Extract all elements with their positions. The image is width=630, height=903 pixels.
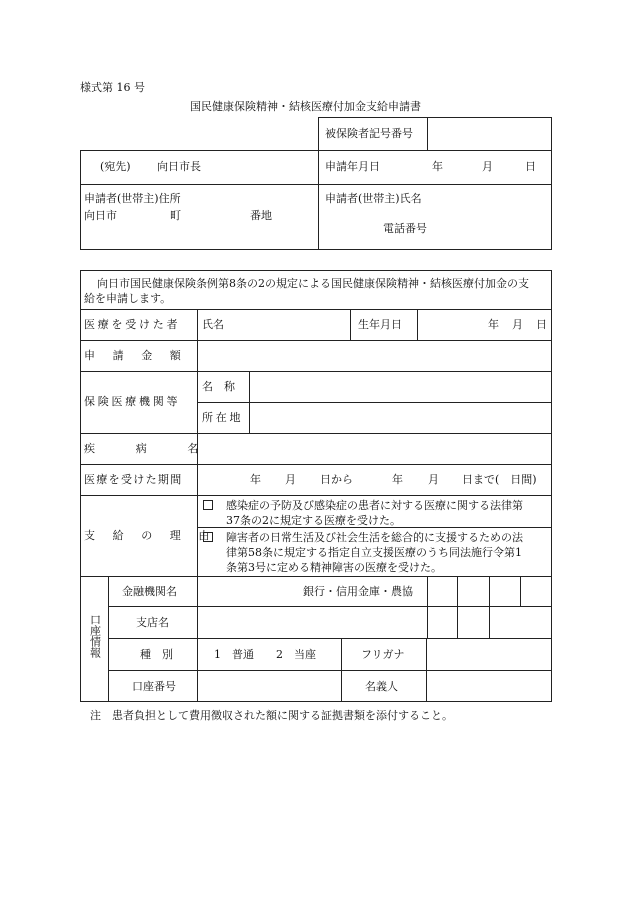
period-year-1: 年 [250, 473, 261, 486]
bank-label: 金融機関名 [122, 585, 177, 598]
institution-label: 保険医療機関等 [84, 395, 181, 408]
applicant-address-label: 申請者(世帯主)住所 [84, 192, 181, 205]
statement-line-2: 給を申請します。 [84, 292, 172, 305]
insured-number-label: 被保険者記号番号 [325, 127, 413, 140]
branch-label: 支店名 [136, 616, 169, 629]
reason-1-checkbox[interactable] [203, 500, 213, 510]
recipient-prefix: (宛先) [100, 160, 131, 173]
applicant-name-label: 申請者(世帯主)氏名 [325, 192, 422, 205]
application-day-label: 日 [525, 160, 536, 173]
institution-address-label: 所在地 [202, 411, 244, 424]
birthdate-label: 生年月日 [358, 318, 402, 331]
recipient: 向日市長 [157, 160, 201, 173]
reason-2-line-2: 律第58条に規定する指定自立支援医療のうち同法施行令第1 [226, 546, 522, 559]
reason-2-checkbox[interactable] [203, 532, 213, 542]
period-year-2: 年 [392, 473, 403, 486]
insured-number-field[interactable] [428, 118, 551, 150]
account-section-label: 口座情報 [88, 614, 102, 658]
reason-1-line-1: 感染症の予防及び感染症の患者に対する医療に関する法律第 [226, 499, 523, 512]
town-label: 町 [170, 209, 181, 222]
period-label: 医療を受けた期間 [84, 473, 183, 486]
bank-types: 銀行・信用金庫・農協 [303, 585, 413, 598]
period-until: 日まで( 日間) [462, 473, 537, 486]
birth-day-label: 日 [536, 318, 547, 331]
form-title: 国民健康保険精神・結核医療付加金支給申請書 [190, 100, 421, 113]
reason-1-line-2: 37条の2に規定する医療を受けた。 [226, 514, 401, 527]
birth-year-label: 年 [488, 318, 499, 331]
form-number: 様式第 16 号 [80, 81, 145, 94]
reason-2-line-3: 条第3号に定める精神障害の医療を受けた。 [226, 561, 442, 574]
account-number-label: 口座番号 [132, 680, 176, 693]
period-month-1: 月 [285, 473, 296, 486]
phone-label: 電話番号 [383, 222, 427, 235]
account-holder-label: 名義人 [365, 680, 398, 693]
reason-label: 支給の理由 [84, 529, 227, 542]
period-from: 日から [320, 473, 353, 486]
application-year-label: 年 [432, 160, 443, 173]
reason-2-line-1: 障害者の日常生活及び社会生活を総合的に支援するための法 [226, 531, 523, 544]
patient-label: 医療を受けた者 [84, 318, 181, 331]
period-month-2: 月 [428, 473, 439, 486]
name-label: 氏名 [202, 318, 224, 331]
disease-label: 疾病名 [84, 442, 240, 455]
birth-month-label: 月 [512, 318, 523, 331]
account-type-options: 1 普通 2 当座 [214, 648, 316, 661]
institution-name-label: 名 称 [202, 380, 235, 393]
footnote: 注 患者負担として費用徴収された額に関する証拠書類を添付すること。 [90, 709, 453, 722]
furigana-label: フリガナ [361, 648, 405, 661]
account-type-label: 種 別 [140, 648, 173, 661]
application-month-label: 月 [482, 160, 493, 173]
city-label: 向日市 [84, 209, 117, 222]
statement-line-1: 向日市国民健康保険条例第8条の2の規定による国民健康保険精神・結核医療付加金の支 [97, 277, 529, 290]
application-date-label: 申請年月日 [325, 160, 380, 173]
amount-label: 申請金額 [84, 349, 199, 362]
lot-label: 番地 [250, 209, 272, 222]
